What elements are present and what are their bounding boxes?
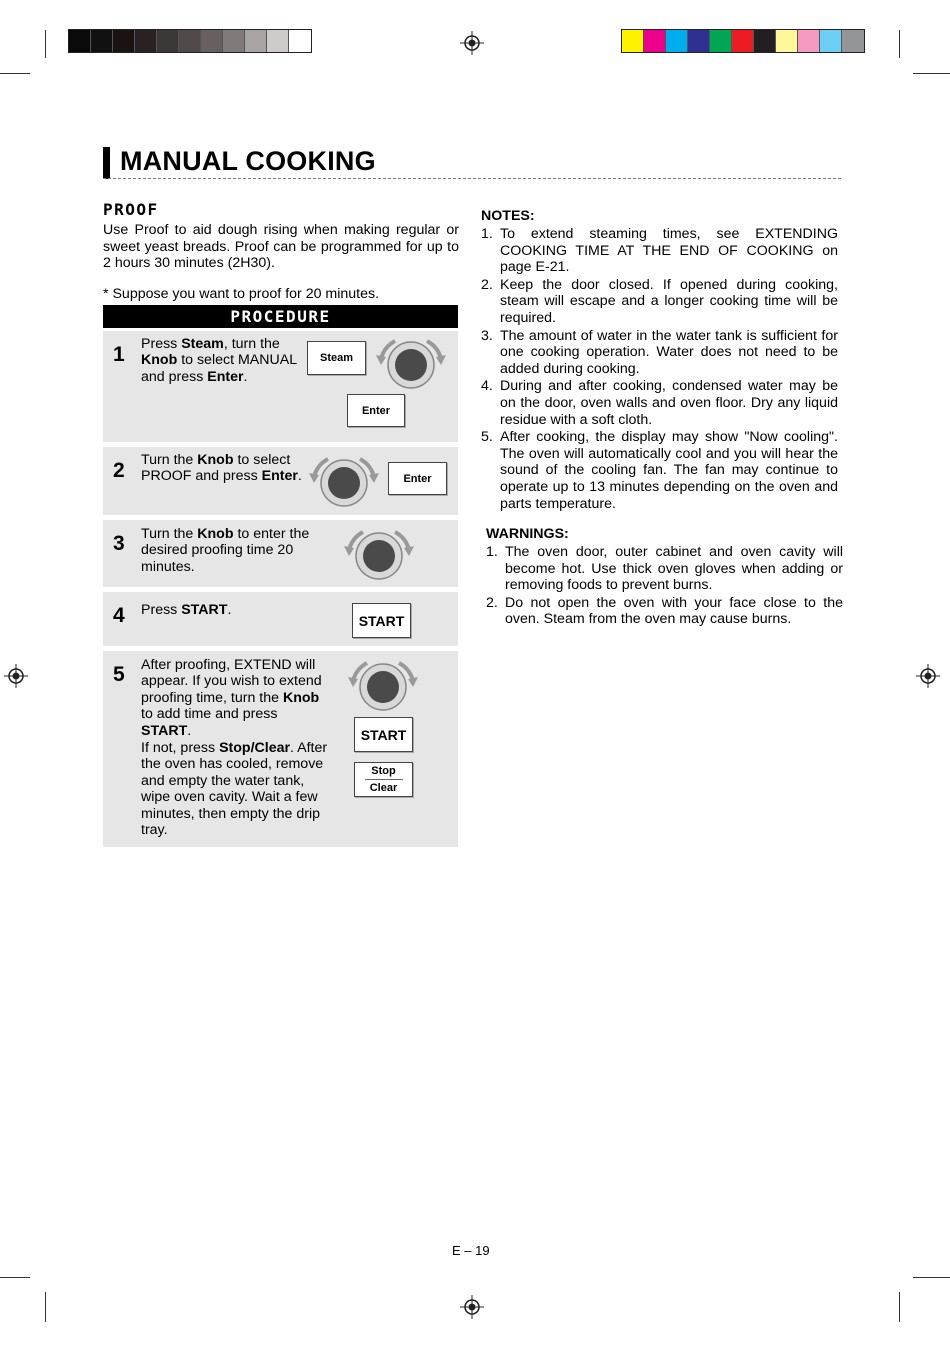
registration-mark-icon [916,664,940,688]
color-swatch [754,30,776,52]
color-swatch [223,30,245,52]
color-swatch [644,30,666,52]
color-swatch [267,30,289,52]
step-number: 4 [113,604,125,627]
page-title: MANUAL COOKING [120,146,376,176]
crop-mark [899,1292,900,1322]
knob-icon[interactable] [373,333,449,393]
step-number: 3 [113,532,125,555]
color-swatch [798,30,820,52]
stop-clear-button[interactable] [354,762,413,797]
list-item: 1. To extend steaming times, see EXTENDING COOKING TIME AT THE END OF COOKING on page E-21. [481,226,838,276]
start-button[interactable]: START [354,717,413,752]
warnings-list [486,544,843,629]
list-item: 2. Do not open the oven with your face close to the oven. Steam from the oven may cause burns. [486,594,843,628]
color-swatch [113,30,135,52]
steam-button[interactable]: Steam [307,341,366,375]
color-swatch [135,30,157,52]
procedure-step-5 [103,651,458,847]
color-swatch [688,30,710,52]
crop-mark [0,1277,30,1278]
color-swatch [289,30,311,52]
crop-mark [45,1292,46,1322]
crop-mark [913,1277,950,1278]
registration-mark-icon [460,31,484,55]
warnings-heading: WARNINGS: [486,526,569,542]
step-text: Turn the Knob to select PROOF and press Enter. [141,452,302,485]
color-swatch [710,30,732,52]
enter-button[interactable]: Enter [388,462,447,495]
color-swatch [69,30,91,52]
color-swatch [820,30,842,52]
knob-icon[interactable] [306,451,382,511]
procedure-step-1 [103,331,458,442]
gray-scale-bar [68,29,312,53]
title-divider [103,178,841,179]
color-swatch [157,30,179,52]
step-text: Press START. [141,602,232,618]
list-item: 3. The amount of water in the water tank is sufficient for one cooking operation. Water does not need to be added during cooking. [481,327,838,377]
color-swatch [842,30,864,52]
procedure-step-4 [103,592,458,646]
registration-mark-icon [4,664,28,688]
procedure-heading: PROCEDURE [103,305,458,328]
procedure-step-3 [103,520,458,587]
start-button[interactable]: START [352,603,411,638]
suppose-note: * Suppose you want to proof for 20 minutes. [103,286,380,302]
crop-mark [913,73,950,74]
knob-icon[interactable] [345,655,421,715]
registration-mark-icon [460,1295,484,1319]
list-item: 4. During and after cooking, condensed water may be on the door, oven walls and oven floor. Dry any liquid residue with a soft cloth. [481,378,838,428]
color-swatch [201,30,223,52]
intro-paragraph: Use Proof to aid dough rising when making regular or sweet yeast breads. Proof can be programmed for up to 2 hours 30 minutes (2H30). [103,222,459,272]
step-text: Press Steam, turn the Knob to select MANUAL and press Enter. [141,336,297,385]
button-divider [365,779,403,780]
page-number: E – 19 [452,1243,490,1258]
color-swatch [91,30,113,52]
list-item: 1. The oven door, outer cabinet and oven cavity will become hot. Use thick oven gloves when adding or removing foods to prevent burns. [486,544,843,594]
color-swatch [179,30,201,52]
step-text: Turn the Knob to enter the desired proofing time 20 minutes. [141,526,310,575]
crop-mark [899,30,900,58]
knob-icon[interactable] [341,524,417,584]
step-number: 1 [113,343,125,366]
list-item: 2. Keep the door closed. If opened during cooking, steam will escape and a longer cooking time will be required. [481,276,838,326]
list-item: 5. After cooking, the display may show "Now cooling". The oven will automatically cool and you will hear the sound of the cooling fan. The fan may continue to operate up to 13 minutes depending on the oven and parts temperature. [481,429,838,512]
section-heading: PROOF [103,200,159,219]
color-swatch [666,30,688,52]
color-swatch [622,30,644,52]
step-number: 2 [113,459,125,482]
notes-heading: NOTES: [481,208,535,224]
stop-label: Stop [371,765,396,777]
color-swatch [732,30,754,52]
crop-mark [45,30,46,58]
step-text: After proofing, EXTEND will appear. If you wish to extend proofing time, turn the Knob to add time and press START. If not, press Stop/Clear. After the oven has cooled, remove and empty the water tank, wipe oven cavity. Wait a few minutes, then empty the drip tray. [141,657,328,839]
clear-label: Clear [369,782,398,794]
procedure-step-2 [103,447,458,515]
notes-list [481,226,838,513]
color-swatch [245,30,267,52]
enter-button[interactable]: Enter [347,394,405,427]
color-scale-bar [621,29,865,53]
title-accent-bar [103,147,110,179]
step-number: 5 [113,663,125,686]
crop-mark [0,73,30,74]
color-swatch [776,30,798,52]
